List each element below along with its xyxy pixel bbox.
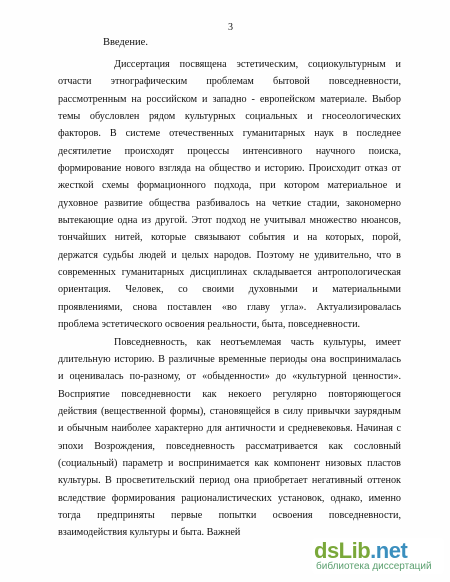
site-watermark[interactable]	[312, 538, 444, 574]
text-line: современных гуманитарных дисциплинах складывается антропологическая	[58, 267, 401, 279]
text-line: ориентация. Человек, со своими духовными и материальными	[58, 284, 401, 296]
text-line: и оценивалась по-разному, от «обыденности» до «культурной ценности».	[58, 371, 401, 383]
text-line: (социальный) параметр и воспринимается как компонент низовых пластов	[58, 457, 401, 469]
text-line: проблема эстетического освоения реальности, быта, повседневности.	[58, 319, 361, 331]
text-line: десятилетие происходят процессы интенсивного научного поиска,	[58, 145, 401, 157]
text-line: вследствие формирования рационалистических установок, однако, именно	[58, 492, 401, 504]
text-line: Восприятие повседневности как некоего регулярно повторяющегося	[58, 388, 401, 400]
watermark-subtitle: библиотека диссертаций	[316, 561, 432, 572]
text-line: вытекающие одна из другой. Этот подход не учитывал множество нюансов,	[58, 215, 401, 227]
text-line: культуры. В просветительский период она приобретает негативный оттенок	[58, 475, 401, 487]
body-text	[58, 56, 401, 542]
text-line: действия (вещественной формы), становящейся в силу привычки заурядным	[58, 405, 401, 417]
text-line: формирование нового взгляда на общество и историю. Происходит отказ от	[58, 163, 401, 175]
text-line: тогда предприняты первые попытки освоения повседневности,	[58, 509, 401, 521]
text-line: эпохи Возрождения, повседневность рассматривается как сословный	[58, 440, 401, 452]
text-line: духовное развитие общества разбивалось на четкие стадии, закономерно	[58, 197, 401, 209]
text-line: держатся судьбы людей и целых народов. Поэтому не удивительно, что в	[58, 249, 401, 261]
text-line: Диссертация посвящена эстетическим, социокультурным и	[114, 59, 401, 70]
text-line: рассмотренным на российском и западно - европейском материале. Выбор	[58, 93, 401, 105]
page-number: 3	[228, 22, 233, 33]
text-line: жесткой схемы формационного подхода, при котором материальное и	[58, 180, 401, 192]
text-line: длительную историю. В различные временные периоды она воспринималась	[58, 353, 401, 365]
text-line: и обычным наиболее характерно для античности и средневековья. Начиная с	[58, 423, 401, 435]
text-line: Повседневность, как неотъемлемая часть культуры, имеет	[114, 336, 401, 348]
text-line: тончайших нитей, которые связывают события и на которых, порой,	[58, 232, 401, 244]
watermark-logo: dsLib.net	[314, 538, 408, 563]
text-line: отчасти этнографическим проблемам бытовой повседневности,	[58, 76, 401, 88]
text-line: проявлениями, снова поставлен «во главу угла». Актуализировалась	[58, 301, 401, 313]
text-line: темы обусловлен рядом культурных социальных и гносеологических	[58, 111, 401, 123]
page-heading: Введение.	[103, 37, 148, 48]
text-line: взаимодействия культуры и быта. Важней	[58, 527, 241, 539]
text-line: факторов. В системе отечественных гуманитарных наук в последнее	[58, 128, 401, 140]
